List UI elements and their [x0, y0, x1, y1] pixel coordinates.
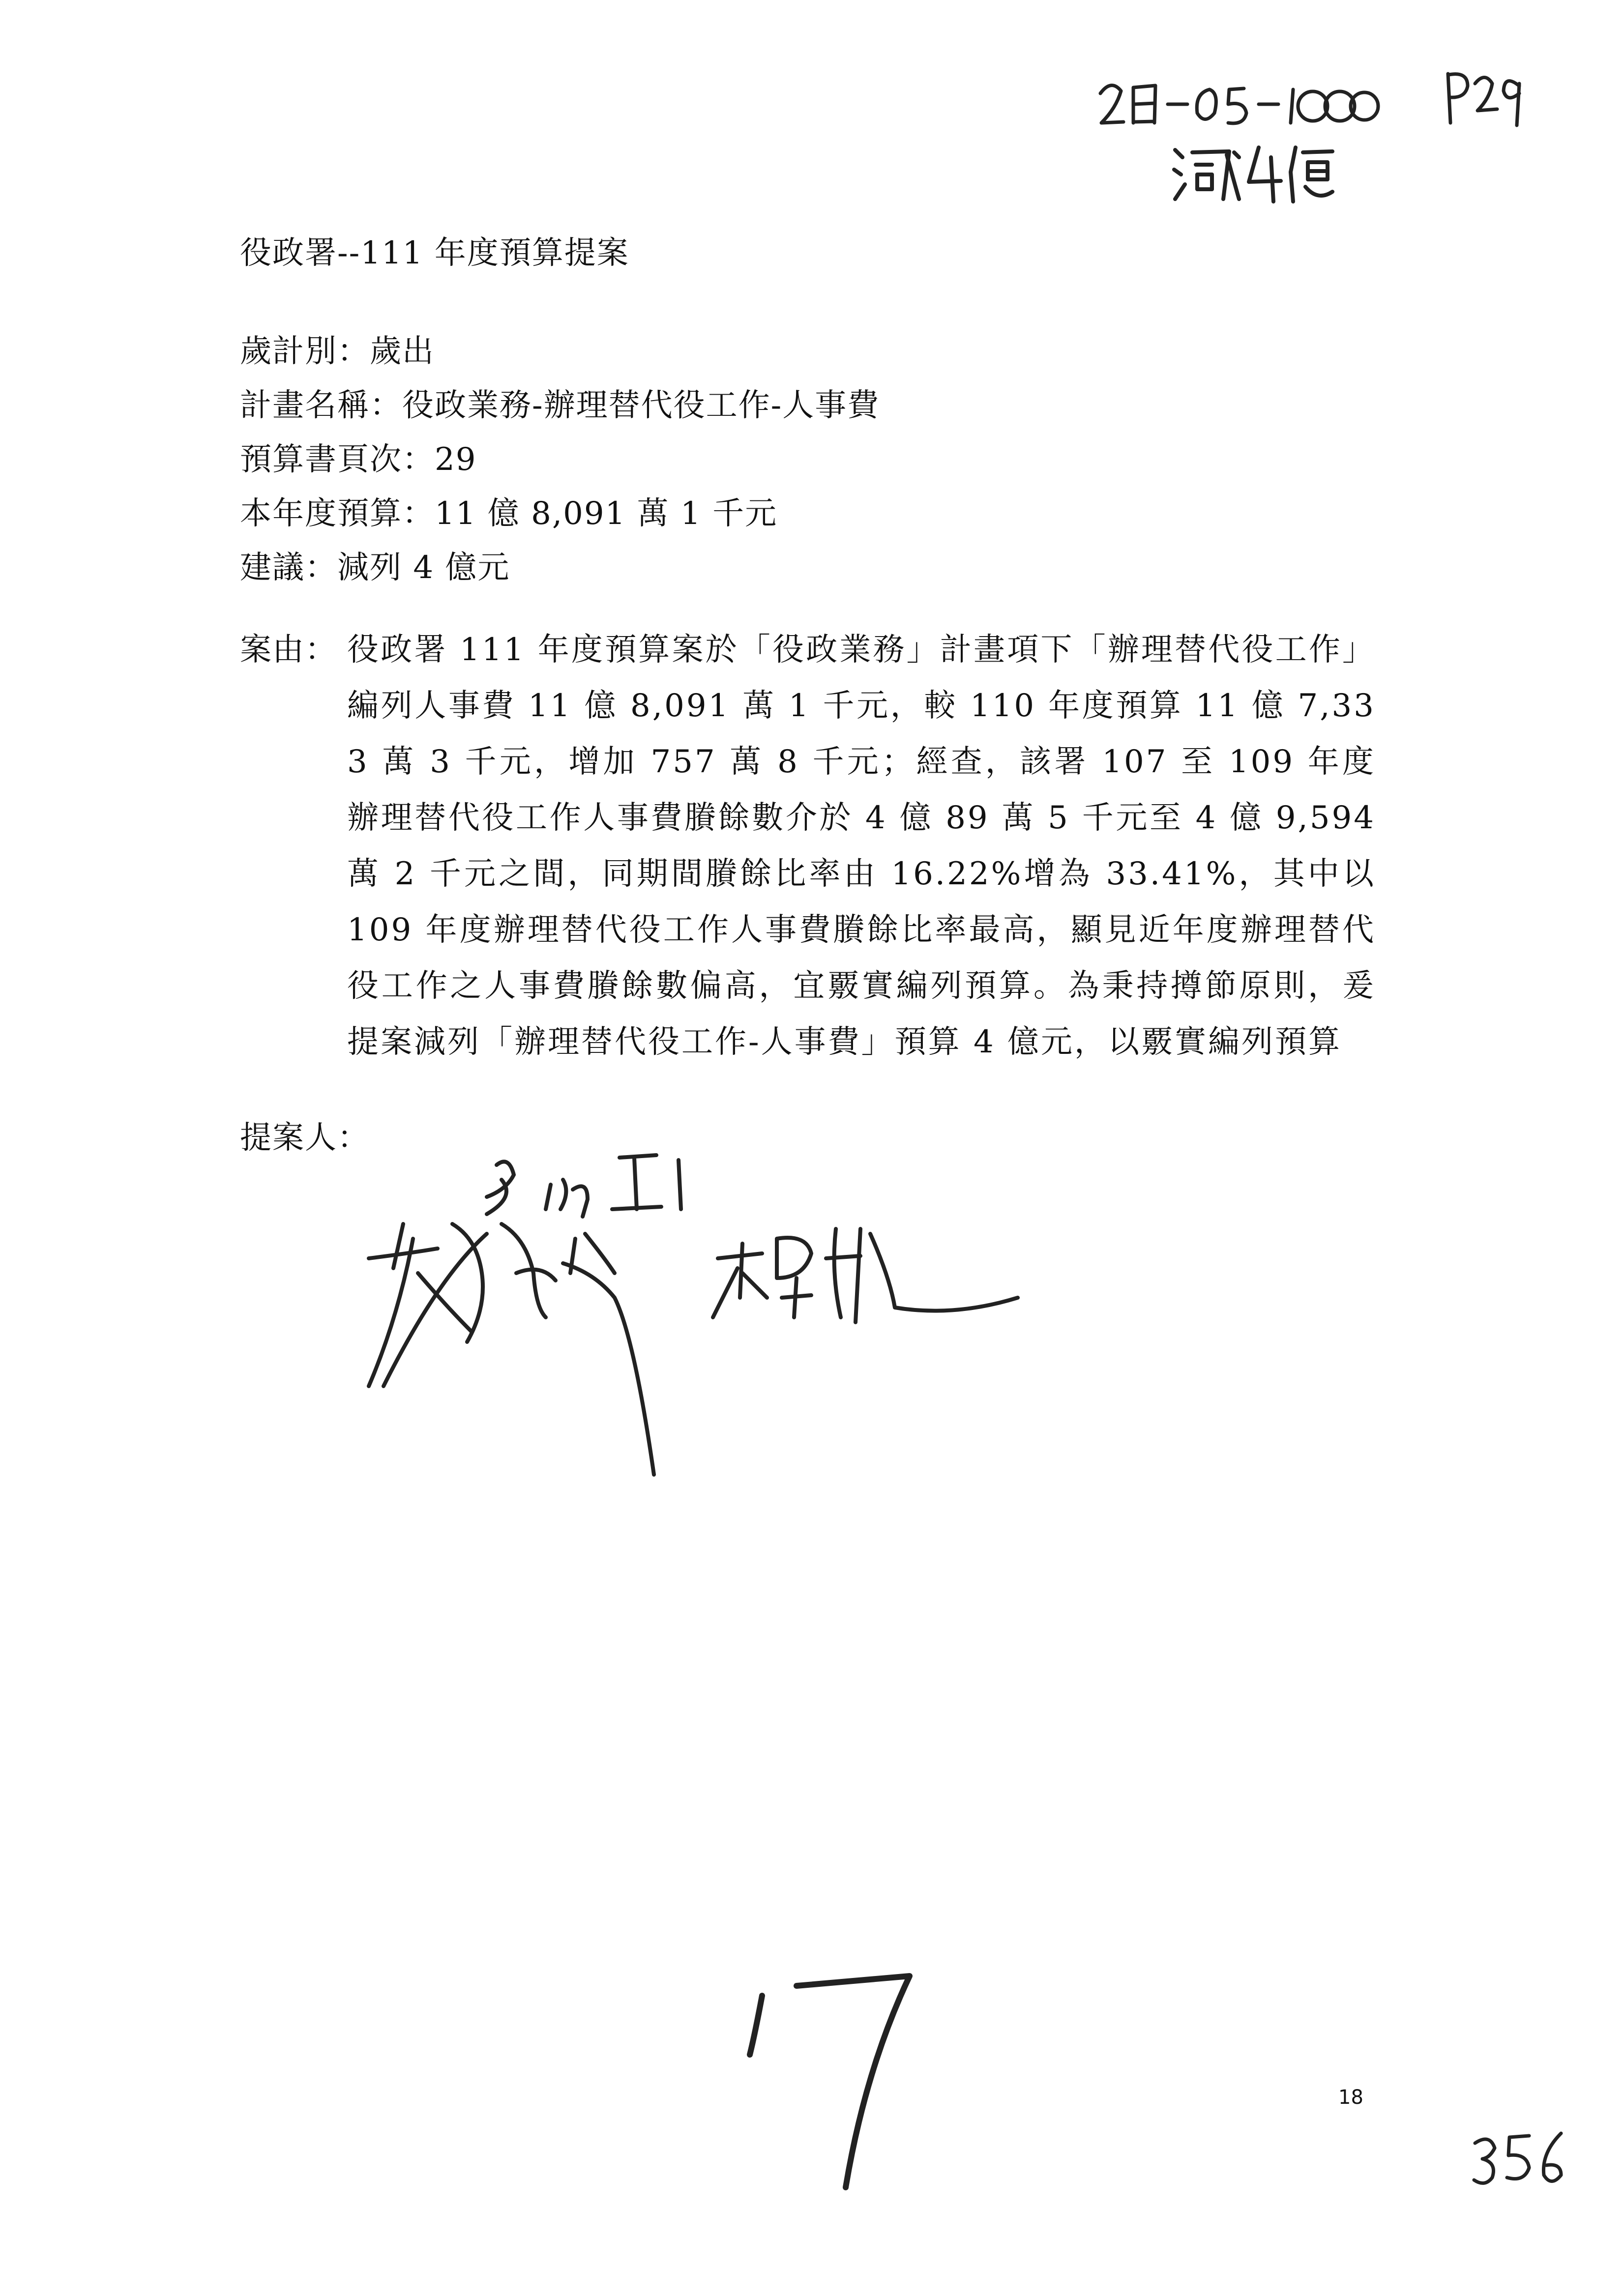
field-row	[240, 324, 880, 378]
field-separator: ：	[402, 495, 435, 532]
field-label: 歲計別	[240, 333, 337, 370]
reason-label: 案由：	[240, 632, 337, 668]
field-separator: ：	[402, 441, 435, 478]
field-label: 預算書頁次	[240, 441, 402, 478]
field-label: 建議	[240, 550, 305, 586]
handwritten-signatures	[339, 1111, 1136, 1499]
field-label: 本年度預算	[240, 495, 402, 532]
field-separator: ：	[305, 550, 337, 586]
field-row	[240, 541, 880, 595]
field-value: 減列 4 億元	[337, 550, 510, 586]
page-number: 18	[1338, 2086, 1363, 2109]
field-value: 29	[435, 441, 477, 478]
handwritten-corner-number	[1470, 2128, 1568, 2192]
handwritten-page-ref	[1441, 64, 1524, 128]
field-label: 計畫名稱	[240, 387, 370, 424]
field-separator: ：	[370, 387, 402, 424]
field-row	[240, 378, 880, 433]
handwritten-number-17	[728, 1961, 934, 2197]
field-value: 役政業務-辦理替代役工作-人事費	[402, 387, 880, 424]
proposer-label: 提案人：	[240, 1120, 370, 1156]
field-row	[240, 487, 880, 541]
handwritten-stamp-code	[1096, 74, 1372, 133]
field-separator: ：	[337, 333, 370, 370]
reason-text: 役政署 111 年度預算案於「役政業務」計畫項下「辦理替代役工作」編列人事費 11 億 8,091 萬 1 千元，較 110 年度預算 11 億 7,333 萬 3 千元，增加 757 萬 8 千元；經查，該署 107 至 109 年度辦理替代役工作人事費賸餘數介於 4 億 89 萬 5 千元至 4 億 9,594 萬 2 千元之間，同期間賸餘比率由 16.22%增為 33.41%，其中以 109 年度辦理替代役工作人事費賸餘比率最高，顯見近年度辦理替代役工作之人事費賸餘數偏高，宜覈實編列預算。為秉持撙節原則，爰提案減列「辦理替代役工作-人事費」預算 4 億元，以覈實編列預算	[347, 632, 1376, 1060]
field-value: 歲出	[370, 333, 435, 370]
budget-field-list	[240, 324, 880, 595]
handwritten-cut-note	[1170, 138, 1337, 206]
field-row	[240, 433, 880, 487]
field-value: 11 億 8,091 萬 1 千元	[435, 495, 778, 532]
document-title: 役政署--111 年度預算提案	[240, 235, 629, 271]
